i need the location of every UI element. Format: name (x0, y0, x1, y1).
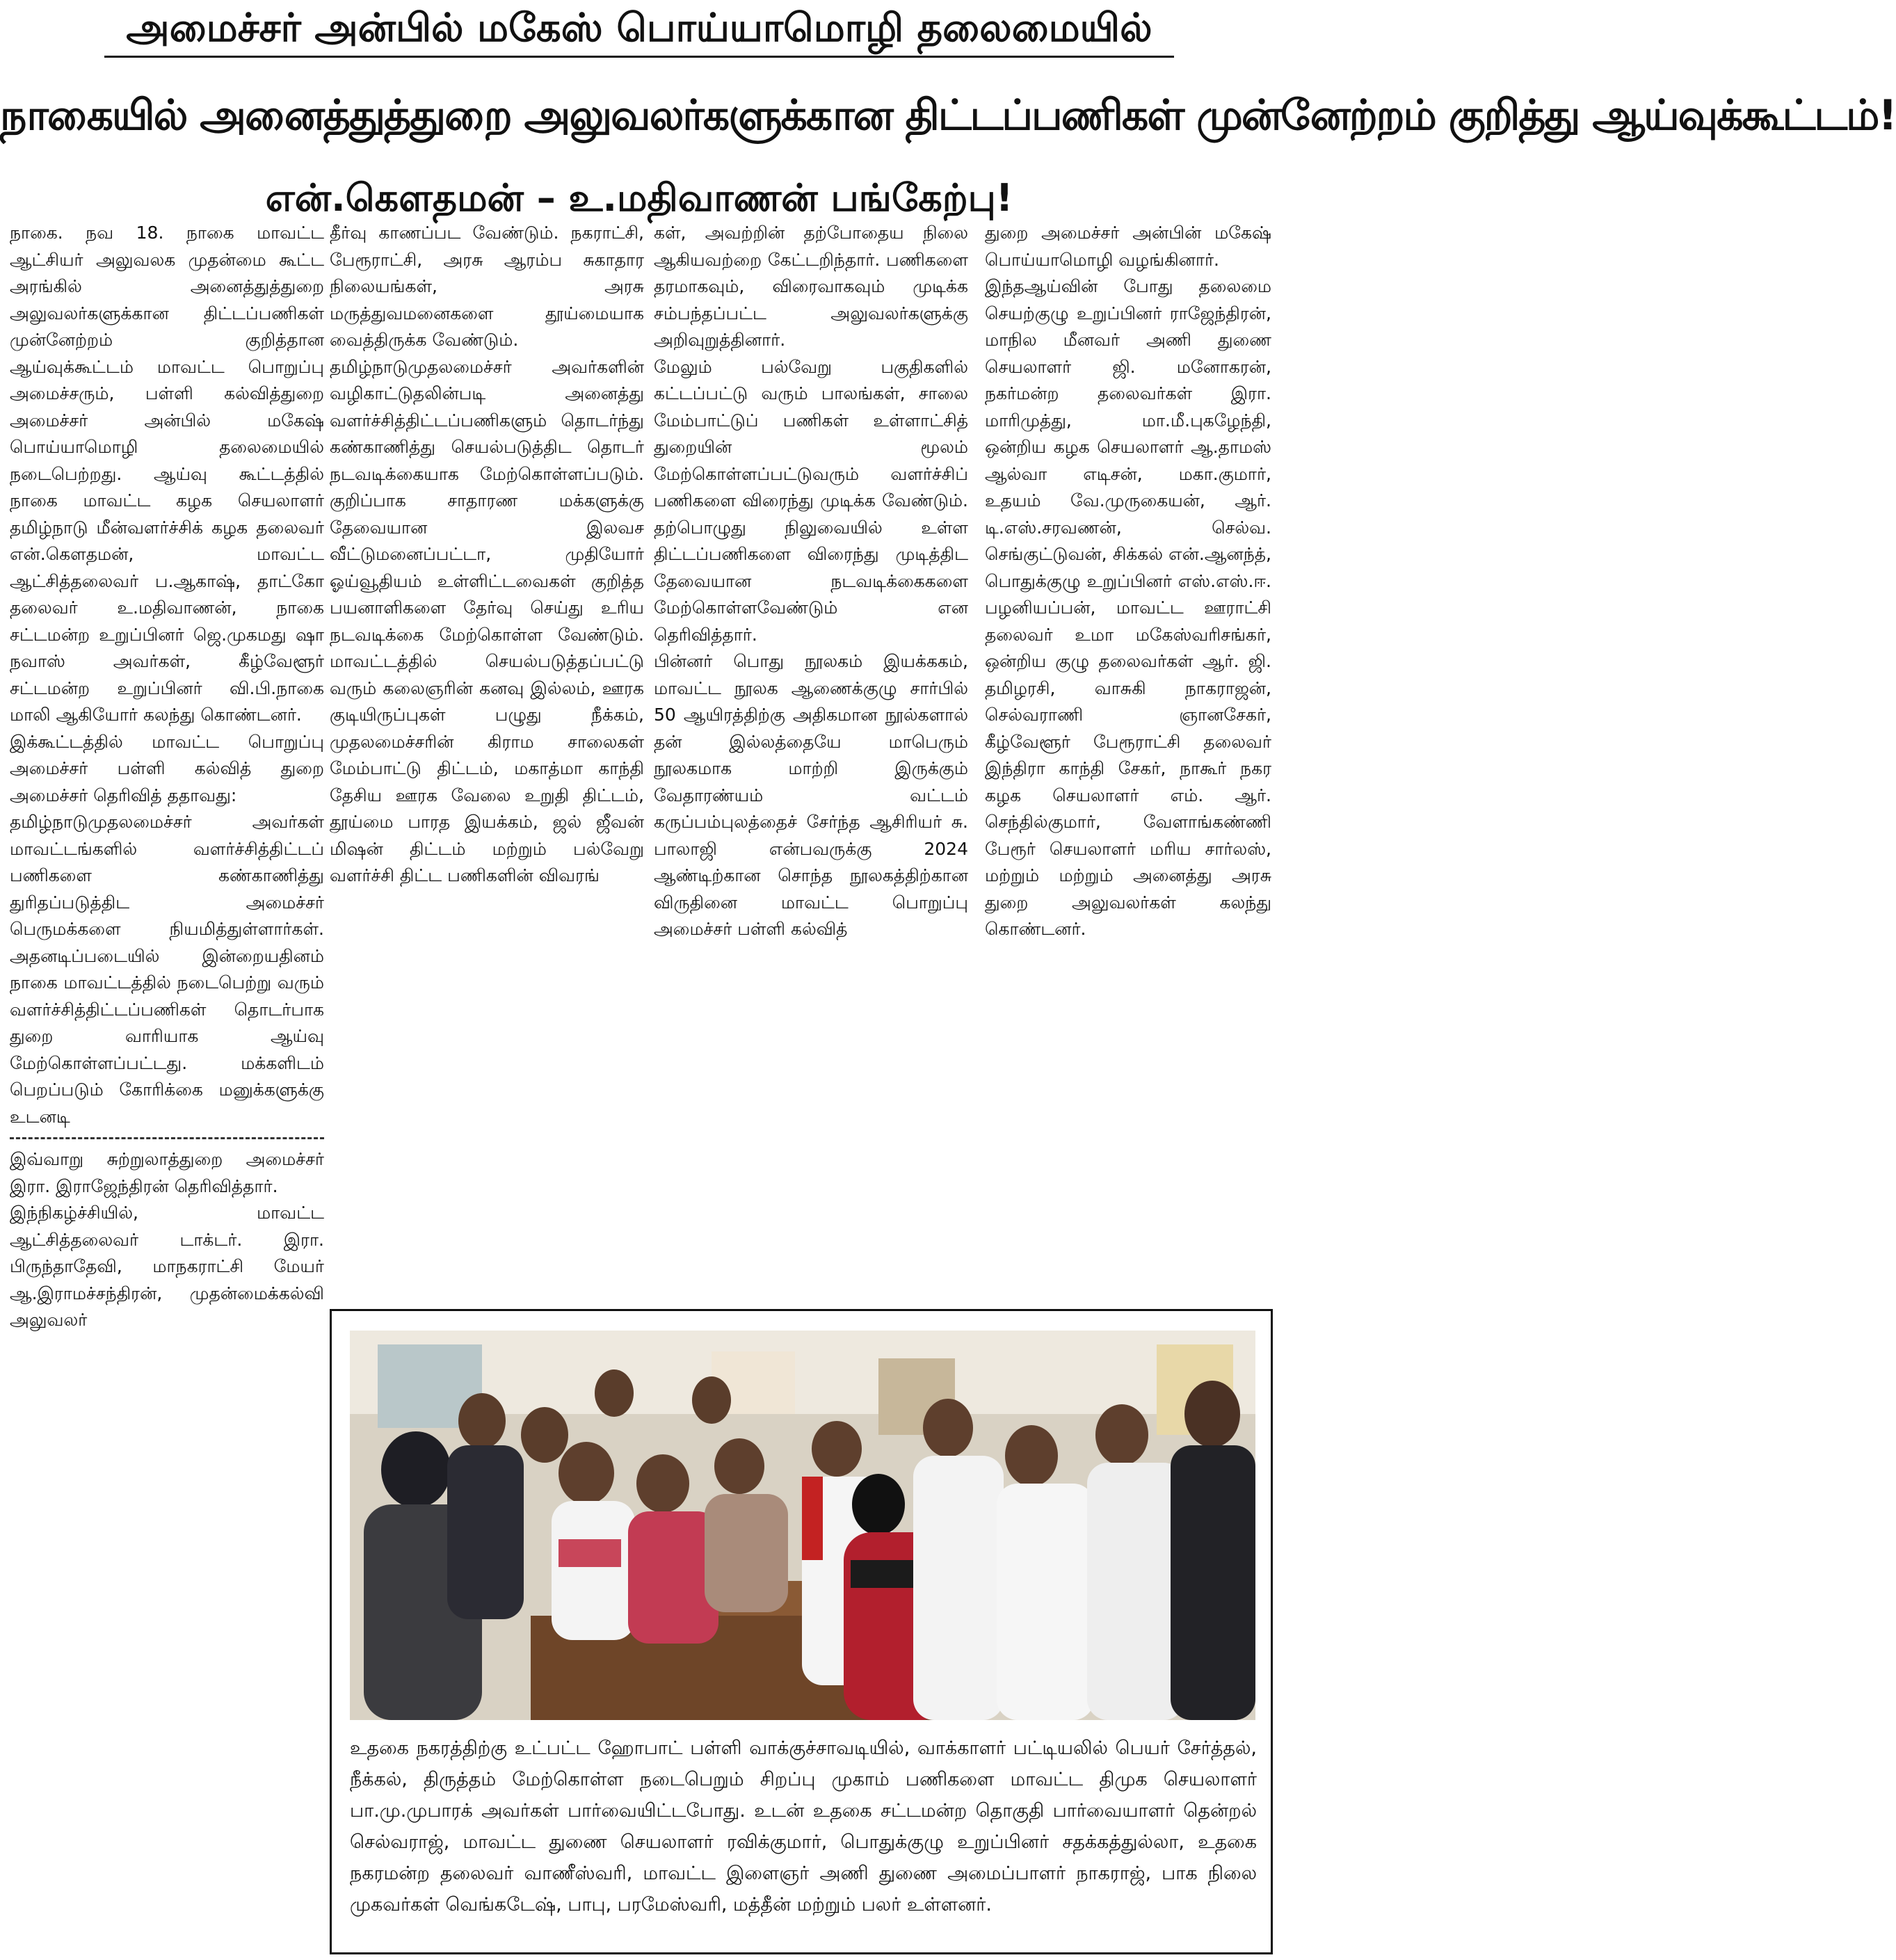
article-column-4 (985, 220, 1271, 1301)
kicker-line: அமைச்சர் அன்பில் மகேஸ் பொய்யாமொழி தலைமையில் (126, 6, 1152, 51)
dashed-divider (10, 1137, 324, 1139)
paragraph: இக்கூட்டத்தில் மாவட்ட பொறுப்பு அமைச்சர் பள்ளி கல்வித் துறை அமைச்சர் தெரிவித் ததாவது: (10, 731, 324, 805)
photo-box (330, 1309, 1273, 1954)
paragraph: தமிழ்நாடுமுதலமைச்சர் அவர்களின் வழிகாட்டுதலின்படி அனைத்து வளர்ச்சித்திட்டப்பணிகளும் தொடர்ந்து கண்காணித்து செயல்படுத்திட தொடர் நடவடிக்கையாக மேற்கொள்ளப்படும். குறிப்பாக சாதாரண மக்களுக்கு தேவையான இலவச வீட்டுமனைப்பட்டா, முதியோர் ஓய்வூதியம் உள்ளிட்டவைகள் குறித்த பயனாளிகளை தேர்வு செய்து உரிய நடவடிக்கை மேற்கொள்ள வேண்டும். மாவட்டத்தில் செயல்படுத்தப்பட்டு வரும் கலைஞரின் கனவு இல்லம், ஊரக குடியிருப்புகள் பழுது நீக்கம், முதலமைச்சரின் கிராம சாலைகள் மேம்பாட்டு திட்டம், மகாத்மா காந்தி தேசிய ஊரக வேலை உறுதி திட்டம், தூய்மை பாரத இயக்கம், ஜல் ஜீவன் மிஷன் திட்டம் மற்றும் பல்வேறு வளர்ச்சி திட்ட பணிகளின் விவரங் (330, 356, 644, 885)
paragraph: இந்நிகழ்ச்சியில், மாவட்ட ஆட்சித்தலைவர் டாக்டர். இரா. பிருந்தாதேவி, மாநகராட்சி மேயர் ஆ.இராமச்சந்திரன், முதன்மைக்கல்வி அலுவலர் (10, 1203, 324, 1330)
paragraph: இவ்வாறு சுற்றுலாத்துறை அமைச்சர் இரா. இராஜேந்திரன் தெரிவித்தார். (10, 1149, 324, 1196)
paragraph: பின்னர் பொது நூலகம் இயக்ககம், மாவட்ட நூலக ஆணைக்குழு சார்பில் 50 ஆயிரத்திற்கு அதிகமான நூல்களால் தன் இல்லத்தையே மாபெரும் நூலகமாக மாற்றி இருக்கும் வேதாரண்யம் வட்டம் கருப்பம்புலத்தைச் சேர்ந்த ஆசிரியர் சு. பாலாஜி என்பவருக்கு 2024 ஆண்டிற்கான சொந்த நூலகத்திற்கான விருதினை மாவட்ட பொறுப்பு அமைச்சர் பள்ளி கல்வித் (654, 651, 968, 939)
article-column-2 (330, 220, 644, 1301)
paragraph: தமிழ்நாடுமுதலமைச்சர் அவர்கள் மாவட்டங்களில் வளர்ச்சித்திட்டப் பணிகளை கண்காணித்து துரிதப்படுத்திட அமைச்சர் பெருமக்களை நியமித்துள்ளார்கள். அதனடிப்படையில் இன்றையதினம் நாகை மாவட்டத்தில் நடைபெற்று வரும் வளர்ச்சித்திட்டப்பணிகள் தொடர்பாக துறை வாரியாக ஆய்வு மேற்கொள்ளப்பட்டது. மக்களிடம் பெறப்படும் கோரிக்கை மனுக்களுக்கு உடனடி (10, 812, 324, 1127)
paragraph: துறை அமைச்சர் அன்பின் மகேஷ் பொய்யாமொழி வழங்கினார். (985, 223, 1271, 270)
paragraph: கள், அவற்றின் தற்போதைய நிலை ஆகியவற்றை கேட்டறிந்தார். பணிகளை தரமாகவும், விரைவாகவும் முடிக்க சம்பந்தப்பட்ட அலுவலர்களுக்கு அறிவுறுத்தினார். (654, 223, 968, 350)
headline: நாகையில் அனைத்துத்துறை அலுவலர்களுக்கான திட்டப்பணிகள் முன்னேற்றம் குறித்து ஆய்வுக்கூட்டம்! (0, 91, 1896, 140)
paragraph: மேலும் பல்வேறு பகுதிகளில் கட்டப்பட்டு வரும் பாலங்கள், சாலை மேம்பாட்டுப் பணிகள் உள்ளாட்சித் துறையின் மூலம் மேற்கொள்ளப்பட்டுவரும் வளர்ச்சிப் பணிகளை விரைந்து முடிக்க வேண்டும். தற்பொழுது நிலுவையில் உள்ள திட்டப்பணிகளை விரைந்து முடித்திட தேவையான நடவடிக்கைகளை மேற்கொள்ளவேண்டும் என தெரிவித்தார். (654, 356, 968, 645)
subhead: என்.கௌதமன் – உ.மதிவாணன் பங்கேற்பு! (265, 176, 1013, 220)
paragraph: தீர்வு காணப்பட வேண்டும். நகராட்சி, பேரூராட்சி, அரசு ஆரம்ப சுகாதார நிலையங்கள், அரசு மருத்துவமனைகளை தூய்மையாக வைத்திருக்க வேண்டும். (330, 223, 644, 350)
paragraph: நாகை. நவ 18. நாகை மாவட்ட ஆட்சியர் அலுவலக முதன்மை கூட்ட அரங்கில் அனைத்துத்துறை அலுவலர்களுக்கான திட்டப்பணிகள் முன்னேற்றம் குறித்தான ஆய்வுக்கூட்டம் மாவட்ட பொறுப்பு அமைச்சரும், பள்ளி கல்வித்துறை அமைச்சர் அன்பில் மகேஷ் பொய்யாமொழி தலைமையில் நடைபெற்றது. ஆய்வு கூட்டத்தில் நாகை மாவட்ட கழக செயலாளர் தமிழ்நாடு மீன்வளர்ச்சிக் கழக தலைவர் என்.கௌதமன், மாவட்ட ஆட்சித்தலைவர் ப.ஆகாஷ், தாட்கோ தலைவர் உ.மதிவாணன், நாகை சட்டமன்ற உறுப்பினர் ஜெ.முகமது ஷா நவாஸ் அவர்கள், கீழ்வேளூர் சட்டமன்ற உறுப்பினர் வி.பி.நாகை மாலி ஆகியோர் கலந்து கொண்டனர். (10, 223, 324, 725)
photo-caption: உதகை நகரத்திற்கு உட்பட்ட ஹோபாட் பள்ளி வாக்குச்சாவடியில், வாக்காளர் பட்டியலில் பெயர் சேர்த்தல், நீக்கல், திருத்தம் மேற்கொள்ள நடைபெறும் சிறப்பு முகாம் பணிகளை மாவட்ட திமுக செயலாளர் பா.மு.முபாரக் அவர்கள் பார்வையிட்டபோது. உடன் உதகை சட்டமன்ற தொகுதி பார்வையாளர் தென்றல் செல்வராஜ், மாவட்ட துணை செயலாளர் ரவிக்குமார், பொதுக்குழு உறுப்பினர் சதக்கத்துல்லா, உதகை நகரமன்ற தலைவர் வாணீஸ்வரி, மாவட்ட இளைஞர் அணி துணை அமைப்பாளர் நாகராஜ், பாக நிலை முகவர்கள் வெங்கடேஷ், பாபு, பரமேஸ்வரி, மத்தீன் மற்றும் பலர் உள்ளனர். (350, 1737, 1257, 1915)
paragraph: இந்தஆய்வின் போது தலைமை செயற்குழு உறுப்பினர் ராஜேந்திரன், மாநில மீனவர் அணி துணை செயலாளர் ஜி. மனோகரன், நகர்மன்ற தலைவர்கள் இரா. மாரிமுத்து, மா.மீ.புகழேந்தி, ஒன்றிய கழக செயலாளர் ஆ.தாமஸ் ஆல்வா எடிசன், மகா.குமார், உதயம் வே.முருகையன், ஆர். டி.எஸ்.சரவணன், செல்வ. செங்குட்டுவன், சிக்கல் என்.ஆனந்த், பொதுக்குழு உறுப்பினர் எஸ்.எஸ்.ஈ. பழனியப்பன், மாவட்ட ஊராட்சி தலைவர் உமா மகேஸ்வரிசங்கர், ஒன்றிய குழு தலைவர்கள் ஆர். ஜி. தமிழரசி, வாசுகி நாகராஜன், செல்வராணி ஞானசேகர், கீழ்வேளூர் பேரூராட்சி தலைவர் இந்திரா காந்தி சேகர், நாகூர் நகர கழக செயலாளர் எம். ஆர். செந்தில்குமார், வேளாங்கண்ணி பேரூர் செயலாளர் மரிய சார்லஸ், மற்றும் மற்றும் அனைத்து அரசு துறை அலுவலர்கள் கலந்து கொண்டனர். (985, 276, 1271, 939)
article-column-1 (10, 220, 324, 1956)
photo-illustration (350, 1331, 1255, 1720)
article-column-3 (654, 220, 968, 1301)
kicker-underline (104, 56, 1174, 58)
news-photo (350, 1331, 1255, 1720)
